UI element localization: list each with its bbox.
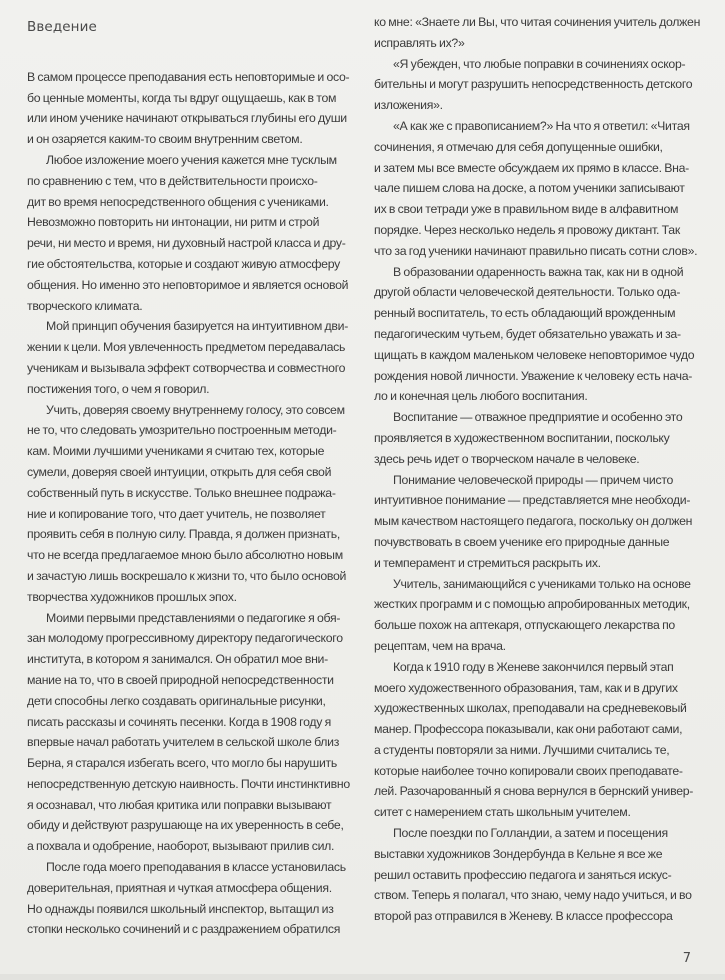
text-line: больше похож на аптекаря, отпускающего лекарства по: [374, 618, 675, 633]
text-line: чале пишем слова на доске, а потом ученики записывают: [374, 181, 685, 196]
text-line: «А как же с правописанием?» На что я ответил: «Читая: [393, 118, 690, 133]
text-line: «Я убежден, что любые поправки в сочинениях оскор-: [393, 56, 686, 71]
text-line: я осознавал, что любая критика или поправки вызывают: [27, 797, 332, 812]
text-line: ученикам и вызывала эффект сотворчества и совместного: [27, 360, 346, 375]
text-line: Понимание человеческой природы — причем чисто: [393, 472, 674, 487]
text-line: и он озаряется каким-то своим внутренним светом.: [27, 132, 303, 147]
text-line: а похвала и одобрение, наоборот, вызывают прилив сил.: [27, 839, 335, 854]
text-line: порядке. Через несколько недель я провожу диктант. Так: [374, 222, 680, 237]
text-line: щищать в каждом маленьком человеке неповторимое чудо: [374, 347, 695, 362]
text-line: рождения новой личности. Уважение к человеку есть нача-: [374, 368, 693, 383]
text-line: выставки художников Зондербунда в Кельне я все же: [374, 846, 663, 861]
text-line: изложения».: [374, 98, 443, 113]
text-line: ло и конечная цель любого воспитания.: [374, 389, 588, 404]
text-line: Учитель, занимающийся с учениками только на основе: [393, 576, 691, 591]
text-line: ние и копирование того, что дает учитель, не позволяет: [27, 506, 326, 521]
text-line: мание на то, что в своей природной непосредственности: [27, 672, 334, 687]
text-line: и затем мы все вместе обсуждаем их прямо в классе. Вна-: [374, 160, 689, 175]
text-line: Невозможно повторить ни интонации, ни ритм и строй: [27, 215, 320, 230]
text-line: которые наиболее точно копировали своих преподавате-: [374, 763, 683, 778]
chapter-heading: Введение: [27, 19, 97, 35]
text-line: Когда к 1910 году в Женеве закончился первый этап: [393, 659, 674, 674]
text-line: а студенты повторяли за ними. Лучшими считались те,: [374, 742, 670, 757]
text-line: писать рассказы и сочинять песенки. Когда в 1908 году я: [27, 714, 331, 729]
text-line: проявить себя в полную силу. Правда, я должен признать,: [27, 527, 340, 542]
text-line: ко мне: «Знаете ли Вы, что читая сочинения учитель должен: [374, 15, 701, 29]
text-line: гие обстоятельства, которые и создают живую атмосферу: [27, 256, 340, 271]
text-line: рецептам, чем на врача.: [374, 638, 506, 653]
text-line: ситет с намерением стать школьным учителем.: [374, 805, 631, 820]
text-line: почувствовать в своем ученике его природные данные: [374, 534, 670, 549]
text-line: манер. Профессора показывали, как они работают сами,: [374, 722, 683, 737]
text-line: После поездки по Голландии, а затем и посещения: [393, 826, 668, 841]
text-line: жении к цели. Моя увлеченность предметом передавалась: [27, 340, 346, 355]
text-line: здесь речь идет о творческом начале в человеке.: [374, 451, 640, 466]
text-line: мым качеством настоящего педагога, поскольку он должен: [374, 514, 693, 529]
text-line: впервые начал работать учителем в сельской школе близ: [27, 735, 340, 750]
text-line: Мой принцип обучения базируется на интуитивном дви-: [46, 319, 349, 334]
text-line: института, в котором я занимался. Он обратил мое вни-: [27, 652, 328, 667]
text-line: что за год ученики начинают правильно писать сотни слов».: [374, 243, 698, 258]
right-column-wrapper: [374, 12, 704, 927]
text-line: общения. Но именно это неповторимое и является основой: [27, 277, 349, 292]
text-line: непосредственную детскую наивность. Почти инстинктивно: [27, 776, 350, 791]
text-line: что не всегда предлагаемое мною было абсолютно новым: [27, 548, 343, 563]
text-line: доверительная, приятная и чуткая атмосфера общения.: [27, 880, 332, 895]
text-line: проявляется в художественном воспитании, поскольку: [374, 430, 670, 445]
right-text-column: [374, 12, 704, 927]
text-line: их в свои тетради уже в правильном виде в алфавитном: [374, 202, 679, 217]
text-line: или ином ученике начинают открываться глубины его души: [27, 111, 347, 126]
page-number: 7: [682, 951, 691, 967]
text-line: педагогическим чутьем, будет обязательно уважать и за-: [374, 326, 681, 341]
text-line: Воспитание — отважное предприятие и особенно это: [393, 410, 683, 425]
text-line: моего художественного образования, там, как и в других: [374, 680, 678, 695]
text-line: бительны и могут разрушить непосредственность детского: [374, 77, 693, 92]
text-line: второй раз отправился в Женеву. В классе профессора: [374, 909, 673, 924]
text-line: и темперамент и стремиться раскрыть их.: [374, 555, 601, 570]
text-line: стопки несколько сочинений и с раздражением обратился: [27, 922, 341, 937]
text-line: художественных школах, преподавали на средневековый: [374, 701, 687, 716]
text-line: В самом процессе преподавания есть неповторимые и осо-: [27, 69, 350, 84]
text-line: бо ценные моменты, когда ты вдруг ощущаешь, как в том: [27, 90, 337, 105]
text-line: собственный путь в искусстве. Только внешнее подража-: [27, 485, 336, 500]
page-bottom-edge: [0, 974, 725, 980]
text-line: сочинения, я отмечаю для себя допущенные ошибки,: [374, 139, 663, 154]
text-line: Любое изложение моего учения кажется мне тусклым: [46, 152, 337, 167]
text-line: исправлять их?»: [374, 35, 465, 50]
text-line: и зачастую лишь воскрешало к жизни то, что было основой: [27, 568, 347, 583]
text-line: не то, что следовать умозрительно построенным методи-: [27, 423, 337, 438]
text-line: речи, ни место и время, ни духовный настрой класса и дру-: [27, 236, 346, 251]
left-text-column: [27, 67, 360, 940]
text-line: лей. Разочарованный я снова вернулся в бернский универ-: [374, 784, 694, 799]
text-line: сумели, доверяя своей интуиции, открыть для себя свой: [27, 464, 332, 479]
text-line: творчества художников прошлых эпох.: [27, 589, 237, 604]
text-line: Учить, доверяя своему внутреннему голосу, это совсем: [46, 402, 345, 417]
left-column-wrapper: [27, 12, 360, 940]
text-line: дети способны легко создавать оригинальные рисунки,: [27, 693, 326, 708]
text-line: После года моего преподавания в классе установилась: [46, 860, 346, 875]
text-line: Моими первыми представлениями о педагогике я обя-: [46, 610, 341, 625]
text-line: Но однажды появился школьный инспектор, вытащил из: [27, 901, 334, 916]
text-line: зан молодому прогрессивному директору педагогического: [27, 631, 343, 646]
text-line: другой области человеческой деятельности. Только ода-: [374, 285, 681, 300]
text-line: решил оставить профессию педагога и заняться искус-: [374, 867, 672, 882]
text-line: постижения того, о чем я говорил.: [27, 381, 210, 396]
text-line: обиду и действуют разрушающе на их уверенность в себе,: [27, 818, 344, 833]
text-line: по сравнению с тем, что в действительности происхо-: [27, 173, 318, 188]
text-line: жестких программ и с помощью апробированных методик,: [374, 597, 690, 612]
text-line: В образовании одаренность важна так, как ни в одной: [393, 264, 684, 279]
text-line: творческого климата.: [27, 298, 143, 313]
text-line: интуитивное понимание — представляется мне необходи-: [374, 493, 691, 508]
text-line: ством. Теперь я полагал, что знаю, чему надо учиться, и во: [374, 888, 692, 903]
text-line: кам. Моими лучшими учениками я считаю тех, которые: [27, 444, 325, 459]
text-line: ренный воспитатель, то есть обладающий врожденным: [374, 306, 676, 321]
text-line: дит во время непосредственного общения с учениками.: [27, 194, 329, 209]
text-line: Берна, я старался избегать всего, что могло бы нарушить: [27, 756, 337, 771]
